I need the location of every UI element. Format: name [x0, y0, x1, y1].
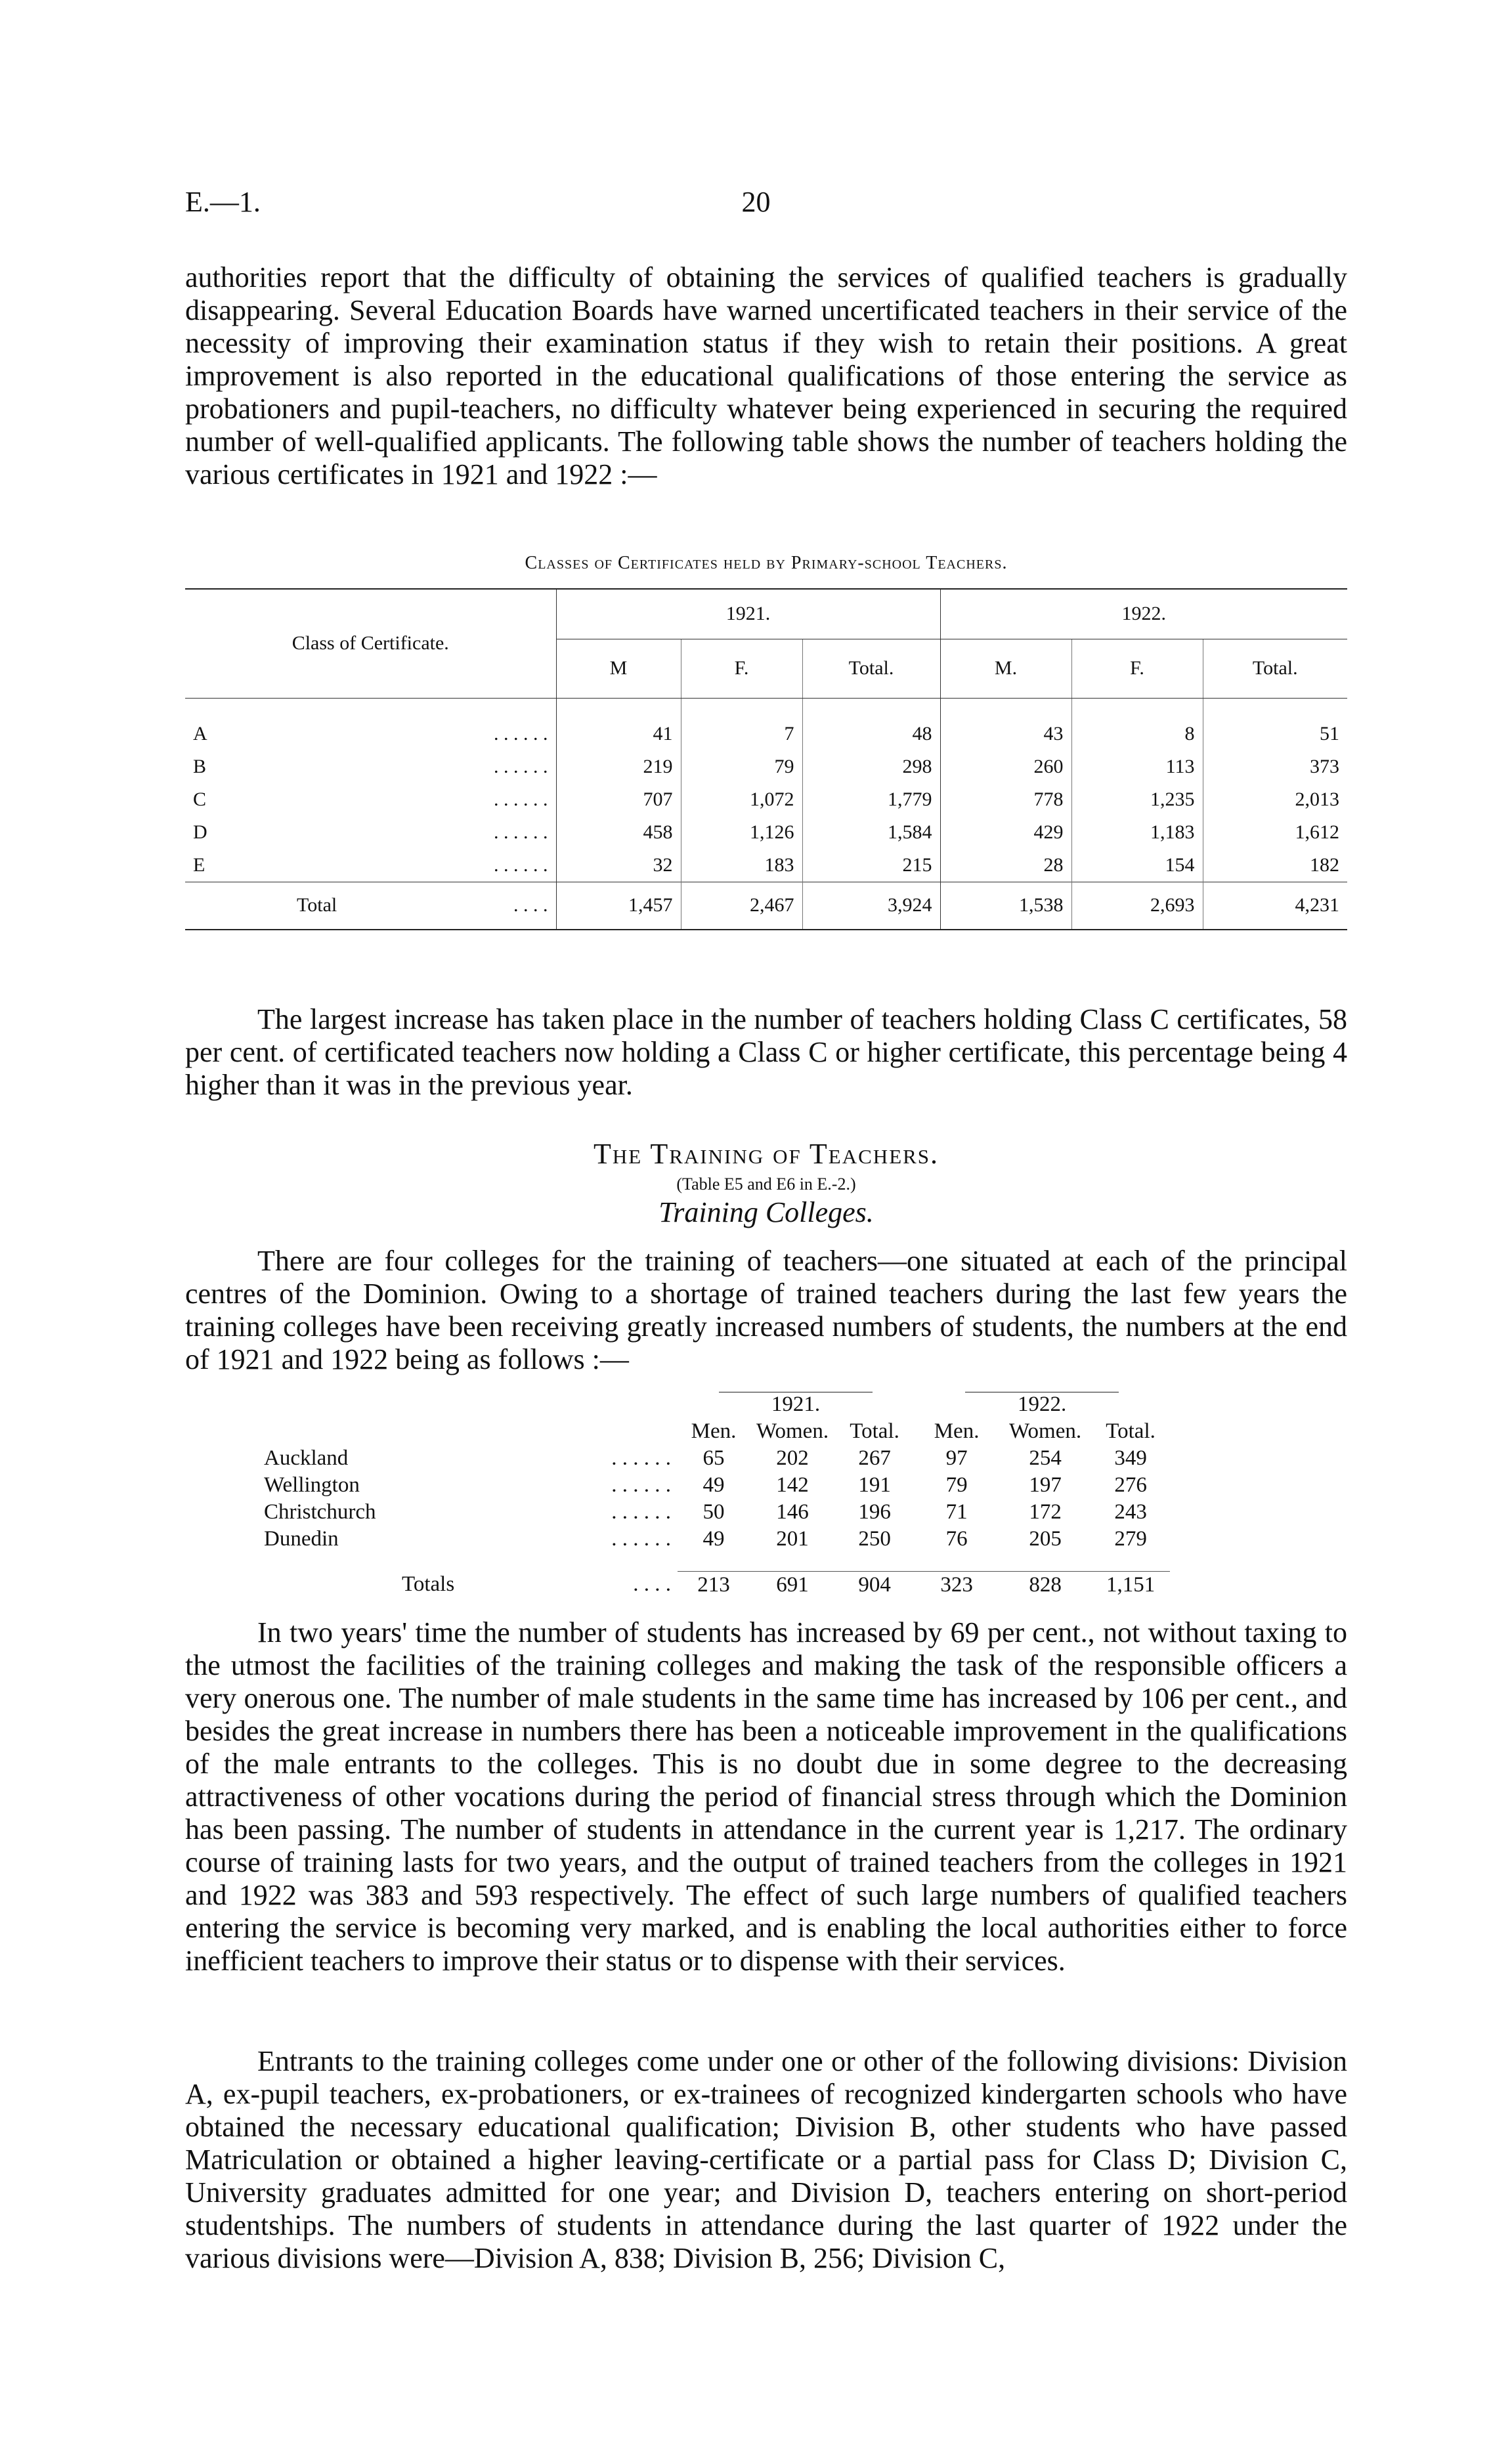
table-cell: 707	[556, 783, 681, 816]
table-cell: 32	[556, 849, 681, 882]
table-cell: 1,538	[940, 882, 1071, 930]
table-cell: 1,072	[681, 783, 802, 816]
table-cell: 904	[835, 1571, 914, 1599]
year-1922-bracket	[965, 1392, 1119, 1417]
col-1922-total: Total.	[1106, 1419, 1156, 1443]
colleges-block	[185, 1245, 1347, 1376]
table-cell: 2,693	[1071, 882, 1203, 930]
two-years-paragraph: In two years' time the number of students has increased by 69 per cent., not without taxing to the utmost the facilities of the training colleges and making the task of the responsible officers a very onerous one. The number of male students in the same time has increased by 106 per cent., and besides the great increase in numbers there has been a noticeable improvement in the qualifications of the male entrants to the colleges. This is no doubt due in some degree to the decreasing attractiveness of other vocations during the period of financial stress through which the Dominion has been passing. The number of students in attendance in the current year is 1,217. The ordinary course of training lasts for two years, and the output of trained teachers from the colleges in 1921 and 1922 was 383 and 593 respectively. The effect of such large numbers of qualified teachers entering the service is becoming very marked, and is enabling the local authorities either to force inefficient teachers to improve their status or to dispense with their services.	[185, 1616, 1347, 1977]
certificates-table-caption: Classes of Certificates held by Primary-school Teachers.	[525, 553, 1008, 573]
certificates-section	[185, 553, 1347, 930]
table-row	[185, 849, 1347, 882]
table-cell: 243	[1114, 1500, 1147, 1524]
table-row	[257, 1472, 1170, 1499]
table-cell: 191	[858, 1473, 891, 1497]
col-1922-men: M.	[940, 639, 1071, 698]
col-1921-total: Total.	[850, 1419, 899, 1443]
leader-dots: . . . . . .	[611, 1446, 671, 1470]
col-1921-total: Total.	[802, 639, 940, 698]
table-cell: 79	[945, 1473, 968, 1497]
table-cell: 250	[858, 1527, 891, 1551]
col-1921-women: F.	[681, 639, 802, 698]
class-label: B	[193, 756, 207, 777]
table-cell: 154	[1071, 849, 1203, 882]
total-label: Total	[297, 894, 337, 916]
table-cell: 1,779	[802, 783, 940, 816]
intro-block	[185, 261, 1347, 491]
page-header	[185, 185, 1327, 225]
col-1922-women: F.	[1071, 639, 1203, 698]
table-cell: 279	[1114, 1527, 1147, 1551]
leader-dots: . . . . . .	[494, 756, 548, 777]
table-cell: 323	[914, 1571, 999, 1599]
entrants-paragraph: Entrants to the training colleges come under one or other of the following divisions: Division A, ex-pupil teachers, ex-probationers, or ex-trainees of recognized kindergarten schools who have obtained the necessary educational qualification; Division B, other students who have passed Matriculation or obtained a higher leaving-certificate or a partial pass for Class D; Division C, University graduates admitted for one year; and Division D, teachers entering on short-period studentships. The numbers of students in attendance during the last quarter of 1922 under the various divisions were—Division A, 838; Division B, 256; Division C,	[185, 2045, 1347, 2274]
table-cell: 48	[802, 718, 940, 750]
colleges-table	[257, 1391, 1170, 1599]
table-cell: 7	[681, 718, 802, 750]
table-cell: 4,231	[1203, 882, 1347, 930]
col-1922-women: Women.	[1009, 1419, 1082, 1443]
table-cell: 2,467	[681, 882, 802, 930]
table-cell: 1,183	[1071, 816, 1203, 849]
table-cell: 146	[776, 1500, 809, 1524]
year-1922-label: 1922.	[1017, 1392, 1067, 1416]
leader-dots: . . . . . .	[494, 854, 548, 876]
table-row	[185, 783, 1347, 816]
leader-dots: . . . .	[513, 894, 548, 916]
leader-dots: . . . . . .	[494, 821, 548, 843]
table-cell: 205	[1029, 1527, 1062, 1551]
intro-paragraph: authorities report that the difficulty of obtaining the services of qualified teachers is gradually disappearing. Several Education Boards have warned uncertificated teachers in their service of the necessity of improving their examination status if they wish to retain their positions. A great improvement is also reported in the educational qualifications of those entering the service as probationers and pupil-teachers, no difficulty whatever being experienced in securing the required number of well-qualified applicants. The following table shows the number of teachers holding the various certificates in 1921 and 1922 :—	[185, 261, 1347, 490]
leader-dots: . . . . . .	[611, 1473, 671, 1497]
table-cell: 691	[750, 1571, 835, 1599]
leader-dots: . . . . . .	[494, 788, 548, 810]
col-1921-men: M	[556, 639, 681, 698]
col-1922-total: Total.	[1203, 639, 1347, 698]
table-cell: 2,013	[1295, 788, 1339, 810]
totals-row	[257, 1571, 1170, 1599]
table-cell: 3,924	[802, 882, 940, 930]
increase-paragraph: The largest increase has taken place in the number of teachers holding Class C certificates, 58 per cent. of certificated teachers now holding a Class C or higher certificate, this percentage being 4 higher than it was in the previous year.	[185, 1003, 1347, 1101]
table-cell: 202	[776, 1446, 809, 1470]
table-cell: 197	[1029, 1473, 1062, 1497]
entrants-block	[185, 2045, 1347, 2275]
college-name: Christchurch	[264, 1500, 376, 1524]
table-cell: 1,235	[1071, 783, 1203, 816]
table-cell: 182	[1310, 854, 1339, 876]
college-name: Auckland	[264, 1446, 349, 1470]
table-cell: 429	[940, 816, 1071, 849]
table-cell: 97	[945, 1446, 968, 1470]
table-cell: 43	[940, 718, 1071, 750]
table-cell: 267	[858, 1446, 891, 1470]
table-row	[185, 718, 1347, 750]
two-years-block	[185, 1616, 1347, 1977]
leader-dots: . . . . . .	[611, 1500, 671, 1524]
increase-block	[185, 1003, 1347, 1102]
table-cell: 1,151	[1091, 1571, 1170, 1599]
training-section-heading	[185, 1137, 1347, 1229]
table-cell: 50	[702, 1500, 725, 1524]
class-label: C	[193, 788, 207, 810]
table-cell: 76	[945, 1527, 968, 1551]
table-cell: 65	[702, 1446, 725, 1470]
table-cell: 254	[1029, 1446, 1062, 1470]
table-row	[257, 1499, 1170, 1526]
table-cell: 1,126	[681, 816, 802, 849]
totals-label: Totals	[402, 1572, 455, 1597]
table-cell: 1,584	[802, 816, 940, 849]
table-cell: 28	[940, 849, 1071, 882]
table-cell: 172	[1029, 1500, 1062, 1524]
year-1921-header: 1921.	[556, 589, 940, 639]
colleges-paragraph: There are four colleges for the training of teachers—one situated at each of the principal centres of the Dominion. Owing to a shortage of trained teachers during the last few years the training colleges have been receiving greatly increased numbers of students, the numbers at the end of 1921 and 1922 being as follows :—	[185, 1245, 1347, 1375]
col-1921-men: Men.	[691, 1419, 737, 1443]
table-cell: 213	[678, 1571, 750, 1599]
table-cell: 260	[940, 750, 1071, 783]
table-cell: 142	[776, 1473, 809, 1497]
class-header: Class of Certificate.	[185, 589, 556, 698]
table-cell: 79	[681, 750, 802, 783]
leader-dots: . . . . . .	[494, 723, 548, 744]
table-cell: 49	[702, 1527, 725, 1551]
table-row	[257, 1445, 1170, 1472]
table-cell: 201	[776, 1527, 809, 1551]
table-cell: 51	[1320, 723, 1339, 744]
table-row	[185, 750, 1347, 783]
year-1921-bracket	[719, 1392, 873, 1417]
class-label: D	[193, 821, 207, 843]
class-label: A	[193, 723, 207, 744]
table-cell: 1,612	[1295, 821, 1339, 843]
colleges-section	[185, 1391, 1347, 1599]
table-cell: 41	[556, 718, 681, 750]
table-cell: 458	[556, 816, 681, 849]
table-row	[185, 816, 1347, 849]
table-cell: 183	[681, 849, 802, 882]
table-cell: 1,457	[556, 882, 681, 930]
class-label: E	[193, 854, 205, 876]
table-cell: 8	[1071, 718, 1203, 750]
page-number: 20	[741, 186, 771, 218]
table-cell: 778	[940, 783, 1071, 816]
totals-row	[185, 882, 1347, 930]
leader-dots: . . . . . .	[611, 1527, 671, 1551]
leader-dots: . . . .	[633, 1572, 671, 1597]
table-cell: 215	[802, 849, 940, 882]
year-1921-label: 1921.	[771, 1392, 821, 1416]
table-cell: 219	[556, 750, 681, 783]
report-reference: E.—1.	[185, 186, 261, 218]
table-cell: 276	[1114, 1473, 1147, 1497]
col-1922-men: Men.	[934, 1419, 980, 1443]
college-name: Wellington	[264, 1473, 360, 1497]
table-cell: 298	[802, 750, 940, 783]
table-cell: 349	[1114, 1446, 1147, 1470]
section-note: (Table E5 and E6 in E.-2.)	[676, 1175, 856, 1194]
section-title: The Training of Teachers.	[593, 1138, 940, 1170]
table-cell: 49	[702, 1473, 725, 1497]
table-cell: 196	[858, 1500, 891, 1524]
certificates-table	[185, 588, 1347, 930]
table-cell: 113	[1071, 750, 1203, 783]
college-name: Dunedin	[264, 1527, 339, 1551]
table-cell: 373	[1310, 756, 1339, 777]
col-1921-women: Women.	[756, 1419, 829, 1443]
subsection-title: Training Colleges.	[659, 1196, 874, 1228]
table-row	[257, 1526, 1170, 1553]
year-1922-header: 1922.	[940, 589, 1347, 639]
table-cell: 828	[999, 1571, 1091, 1599]
table-cell: 71	[945, 1500, 968, 1524]
